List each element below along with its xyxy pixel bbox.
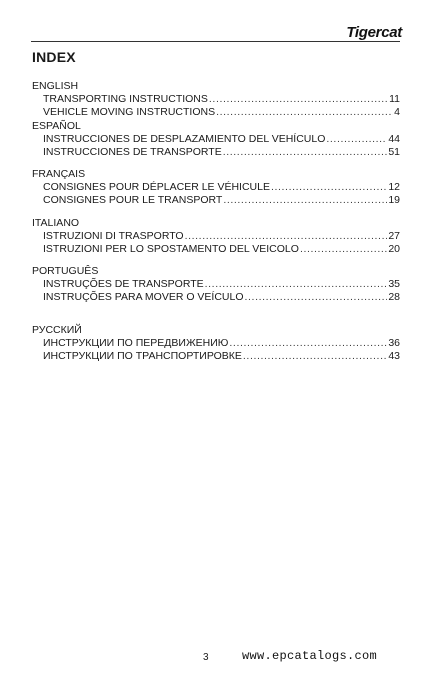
dot-leader (216, 106, 393, 119)
page-title: INDEX (32, 49, 76, 65)
toc-entry-label: CONSIGNES POUR DÉPLACER LE VÉHICULE (43, 181, 270, 193)
toc-entry-label: ISTRUZIONI DI TRASPORTO (43, 230, 184, 242)
language-heading: ESPAÑOL (32, 120, 81, 132)
toc-entry-label: ИНСТРУКЦИИ ПО ТРАНСПОРТИРОВКЕ (43, 350, 242, 362)
language-heading: ENGLISH (32, 80, 79, 92)
dot-leader (205, 278, 388, 291)
dot-leader (185, 230, 388, 243)
section-espanol (32, 120, 400, 159)
toc-entry-label: ИНСТРУКЦИИ ПО ПЕРЕДВИЖЕНИЮ (43, 337, 229, 349)
toc-entry[interactable] (43, 194, 400, 207)
toc-entry-label: TRANSPORTING INSTRUCTIONS (43, 93, 208, 105)
section-francais (32, 168, 400, 207)
toc-entry-page: 19 (388, 194, 400, 206)
toc-entry-label: CONSIGNES POUR LE TRANSPORT (43, 194, 223, 206)
dot-leader (223, 146, 388, 159)
language-heading: PORTUGUÊS (32, 265, 99, 277)
toc-entry-label: INSTRUCCIONES DE DESPLAZAMIENTO DEL VEHÍCULO (43, 133, 326, 145)
toc-entry-page: 27 (388, 230, 400, 242)
section-italiano (32, 217, 400, 256)
toc-entry[interactable] (43, 106, 400, 119)
dot-leader (209, 93, 388, 106)
toc-entry-label: INSTRUÇÕES DE TRANSPORTE (43, 278, 204, 290)
toc-entry[interactable] (43, 337, 400, 350)
toc-entry-page: 28 (388, 291, 400, 303)
toc-entry-label: VEHICLE MOVING INSTRUCTIONS (43, 106, 216, 118)
toc-entry-page: 43 (388, 350, 400, 362)
toc-entry-label: ISTRUZIONI PER LO SPOSTAMENTO DEL VEICOLO (43, 243, 299, 255)
page-number: 3 (203, 652, 209, 663)
toc-entry[interactable] (43, 350, 400, 363)
toc-entry-page: 11 (389, 93, 400, 105)
language-heading: РУССКИЙ (32, 324, 82, 336)
toc-entry-page: 20 (388, 243, 400, 255)
toc-entry-label: INSTRUÇÕES PARA MOVER O VEÍCULO (43, 291, 244, 303)
toc-entry[interactable] (43, 278, 400, 291)
dot-leader (243, 350, 387, 363)
header-divider (31, 41, 400, 42)
toc-entry-page: 44 (388, 133, 400, 145)
dot-leader (326, 133, 387, 146)
toc-entry[interactable] (43, 146, 400, 159)
toc-entry[interactable] (43, 291, 400, 304)
toc-entry-page: 51 (388, 146, 400, 158)
dot-leader (271, 181, 387, 194)
language-heading: ITALIANO (32, 217, 80, 229)
toc-entry-page: 4 (394, 106, 400, 118)
toc-entry-page: 35 (388, 278, 400, 290)
table-of-contents (32, 80, 400, 363)
toc-entry[interactable] (43, 133, 400, 146)
dot-leader (223, 194, 387, 207)
dot-leader (245, 291, 388, 304)
toc-entry[interactable] (43, 93, 400, 106)
dot-leader (229, 337, 387, 350)
toc-entry-page: 12 (388, 181, 400, 193)
toc-entry-page: 36 (388, 337, 400, 349)
watermark-url: www.epcatalogs.com (242, 649, 378, 663)
section-english (32, 80, 400, 119)
language-heading: FRANÇAIS (32, 168, 86, 180)
toc-entry-label: INSTRUCCIONES DE TRANSPORTE (43, 146, 222, 158)
toc-entry[interactable] (43, 243, 400, 256)
toc-entry[interactable] (43, 230, 400, 243)
dot-leader (300, 243, 387, 256)
section-portugues (32, 265, 400, 304)
toc-entry[interactable] (43, 181, 400, 194)
tigercat-logo: Tigercat (346, 24, 402, 41)
section-russian (32, 324, 400, 363)
